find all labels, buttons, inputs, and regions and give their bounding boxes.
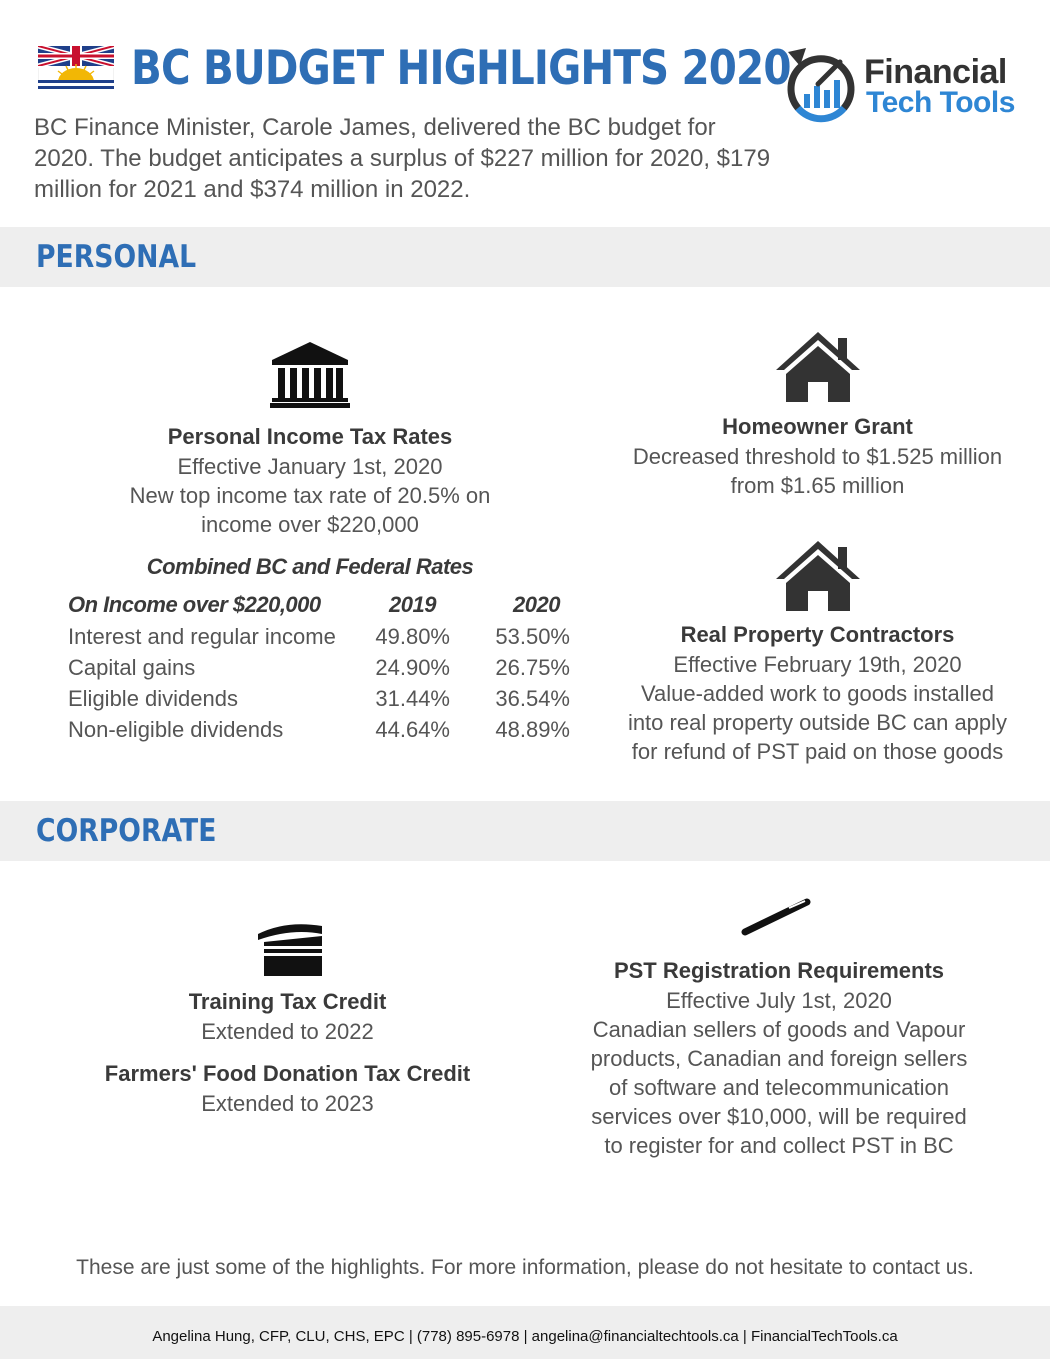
farmers-credit-block xyxy=(40,1059,535,1118)
house-icon xyxy=(774,330,862,402)
bank-icon xyxy=(270,342,350,408)
income-tax-block xyxy=(60,422,560,539)
table-row xyxy=(68,683,570,714)
table-cell: 44.64% xyxy=(375,716,450,742)
real-property-title: Real Property Contractors xyxy=(680,622,955,647)
table-row xyxy=(68,621,570,652)
table-cell: 36.54% xyxy=(495,685,570,711)
pst-registration-title: PST Registration Requirements xyxy=(613,958,945,983)
training-credit-title: Training Tax Credit xyxy=(188,989,387,1014)
farmers-credit-detail: Extended to 2023 xyxy=(201,1091,374,1116)
intro-paragraph: BC Finance Minister, Carole James, delivered the BC budget for 2020. The budget anticipates a surplus of $227 million for 2020, $179 million for 2021 and $374 million in 2022. xyxy=(34,114,771,203)
real-property-detail: into real property outside BC can apply xyxy=(627,710,1008,735)
pst-registration-detail: Canadian sellers of goods and Vapour xyxy=(592,1017,966,1042)
house-icon xyxy=(774,539,862,611)
training-credit-detail: Extended to 2022 xyxy=(201,1019,374,1044)
logo-text-financial: Financial xyxy=(864,53,1007,91)
real-property-detail: for refund of PST paid on those goods xyxy=(631,739,1004,764)
real-property-effective-date: Effective February 19th, 2020 xyxy=(673,652,962,677)
table-cell: 48.89% xyxy=(495,716,570,742)
homeowner-grant-title: Homeowner Grant xyxy=(722,414,913,439)
vape-pen-icon xyxy=(741,896,811,936)
income-tax-detail: income over $220,000 xyxy=(201,512,419,537)
table-header: On Income over $220,000 xyxy=(68,591,321,617)
table-cell: 26.75% xyxy=(495,654,570,680)
pst-registration-detail: products, Canadian and foreign sellers xyxy=(590,1046,968,1071)
rates-table xyxy=(68,588,570,745)
footer-contact: Angelina Hung, CFP, CLU, CHS, EPC | (778) 895-6978 | angelina@financialtechtools.ca | FinancialTechTools.ca xyxy=(152,1328,898,1345)
table-cell: 53.50% xyxy=(495,623,570,649)
table-row xyxy=(68,652,570,683)
logo-text-tech-tools: Tech Tools xyxy=(866,86,1015,119)
homeowner-grant-detail: Decreased threshold to $1.525 million xyxy=(632,444,1003,469)
page-title: BC BUDGET HIGHLIGHTS 2020 xyxy=(131,41,791,96)
bc-flag-icon xyxy=(38,46,114,92)
personal-section-title: PERSONAL xyxy=(36,239,197,275)
training-credit-block xyxy=(40,987,535,1046)
pst-registration-detail: to register for and collect PST in BC xyxy=(604,1133,954,1158)
closing-text: These are just some of the highlights. For more information, please do not hesitate to contact us. xyxy=(76,1256,974,1279)
table-header: 2020 xyxy=(513,591,560,617)
table-cell: 24.90% xyxy=(375,654,450,680)
income-tax-title: Personal Income Tax Rates xyxy=(167,424,453,449)
pst-registration-detail: services over $10,000, will be required xyxy=(591,1104,967,1129)
income-tax-effective-date: Effective January 1st, 2020 xyxy=(177,454,443,479)
pst-registration-effective-date: Effective July 1st, 2020 xyxy=(666,988,892,1013)
income-tax-detail: New top income tax rate of 20.5% on xyxy=(129,483,491,508)
pst-registration-detail: of software and telecommunication xyxy=(609,1075,949,1100)
table-cell: Eligible dividends xyxy=(68,685,238,711)
homeowner-grant-block xyxy=(600,412,1035,500)
table-cell: Non-eligible dividends xyxy=(68,716,284,742)
real-property-detail: Value-added work to goods installed xyxy=(640,681,995,706)
corporate-section-title: CORPORATE xyxy=(36,813,217,849)
table-row xyxy=(68,714,570,745)
table-header: 2019 xyxy=(389,591,436,617)
rates-table-caption: Combined BC and Federal Rates xyxy=(146,554,474,579)
pst-registration-block xyxy=(560,956,998,1160)
table-cell: Capital gains xyxy=(68,654,196,680)
farmers-credit-title: Farmers' Food Donation Tax Credit xyxy=(104,1061,471,1086)
logo-icon xyxy=(778,40,864,126)
homeowner-grant-detail: from $1.65 million xyxy=(730,473,905,498)
table-cell: 31.44% xyxy=(375,685,450,711)
table-cell: Interest and regular income xyxy=(68,623,336,649)
factory-icon xyxy=(256,924,324,976)
real-property-block xyxy=(600,620,1035,766)
table-header-row xyxy=(68,588,570,621)
table-cell: 49.80% xyxy=(375,623,450,649)
